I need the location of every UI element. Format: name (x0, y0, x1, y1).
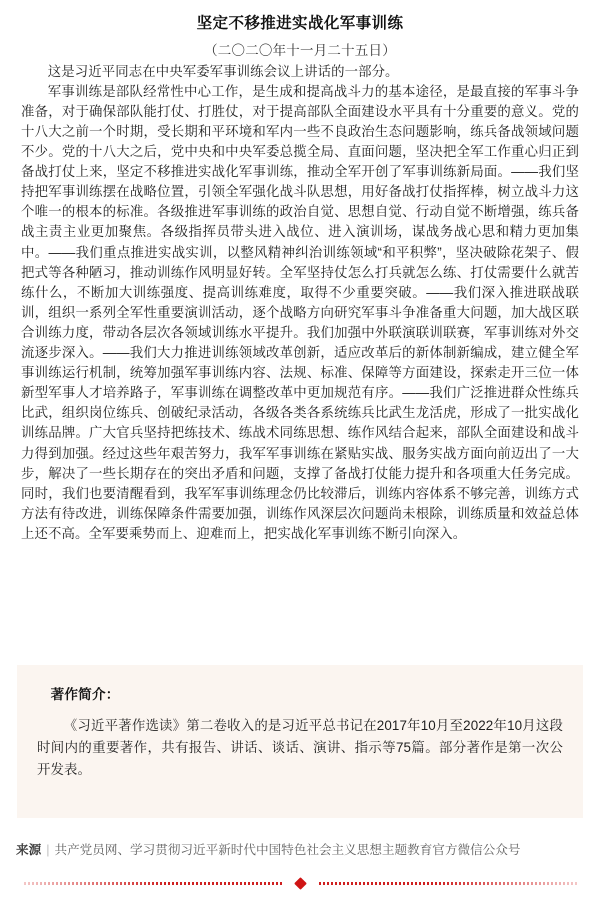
decorative-divider (16, 876, 584, 890)
document-body (0, 62, 600, 544)
source-text: 共产党员网、学习贯彻习近平新时代中国特色社会主义思想主题教育官方微信公众号 (54, 843, 521, 857)
dotted-rule-right-icon (319, 882, 577, 885)
footer (0, 840, 600, 890)
book-intro-note (17, 665, 583, 818)
note-body: 《习近平著作选读》第二卷收入的是习近平总书记在2017年10月至2022年10月这段时间内的重要著作，共有报告、讲话、谈话、演讲、指示等75篇。部分著作是第一次公开发表。 (37, 718, 563, 777)
source-separator: | (46, 843, 50, 857)
note-heading: 著作简介： (50, 687, 120, 702)
diamond-ornament-icon (294, 877, 307, 890)
dotted-rule-left-icon (24, 882, 282, 885)
lede-paragraph: 这是习近平同志在中央军委军事训练会议上讲话的一部分。 (47, 63, 399, 79)
document-date: （二〇二〇年十一月二十五日） (204, 43, 396, 59)
title-block (0, 0, 600, 62)
source-line (16, 840, 584, 860)
main-paragraph: 军事训练是部队经常性中心工作，是生成和提高战斗力的基本途径，是最直接的军事斗争准备，对于确保部队能打仗、打胜仗，对于提高部队全面建设水平具有十分重要的意义。党的十八大之前一个时期，受长期和平环境和军内一些不良政治生态问题影响，练兵备战领域问题不少。党的十八大之后，党中央和中央军委总揽全局、直面问题，坚决把全军工作重心归正到备战打仗上来，坚定不移推进实战化军事训练，推动全军开创了军事训练新局面。——我们坚持把军事训练摆在战略位置，引领全军强化战斗队思想，用好备战打仗指挥棒，树立战斗力这个唯一的根本的标准。各级推进军事训练的政治自觉、思想自觉、行动自觉不断增强，练兵备战主责主业更加聚焦。各级指挥员带头进入战位、进入演训场，谋战务战心思和精力更加集中。——我们重点推进实战实训，以整风精神纠治训练领域“和平积弊”，坚决破除花架子、假把式等各种陋习，推动训练作风明显好转。全军坚持仗怎么打兵就怎么练、打仗需要什么就苦练什么，不断加大训练强度、提高训练难度，取得不少重要突破。——我们深入推进联战联训，组织一系列全军性重要演训活动，逐个战略方向研究军事斗争准备重大问题，加大战区联合训练力度，带动各层次各领域训练水平提升。我们加强中外联演联训联赛，军事训练对外交流逐步深入。——我们大力推进训练领域改革创新，适应改革后的新体制新编成，建立健全军事训练运行机制，统筹加强军事训练内容、法规、标准、保障等方面建设，探索走开三位一体新型军事人才培养路子，军事训练在调整改革中更加规范有序。——我们广泛推进群众性练兵比武，组织岗位练兵、创破纪录活动，各级各类各系统练兵比武生龙活虎，形成了一批实战化训练品牌。广大官兵坚持把练技术、练战术同练思想、练作风结合起来，部队全面建设和战斗力得到加强。经过这些年艰苦努力，我军军事训练在紧贴实战、服务实战方面向前迈出了一大步，解决了一些长期存在的突出矛盾和问题，支撑了备战打仗能力提升和各项重大任务完成。同时，我们也要清醒看到，我军军事训练理念仍比较滞后，训练内容体系不够完善，训练方式方法有待改进，训练保障条件需要加强，训练作风深层次问题尚未根除，训练质量和效益总体上还不高。全军要乘势而上、迎难而上，把实战化军事训练不断引向深入。 (21, 83, 579, 541)
page-title: 坚定不移推进实战化军事训练 (196, 15, 404, 32)
source-label: 来源 (16, 843, 42, 857)
